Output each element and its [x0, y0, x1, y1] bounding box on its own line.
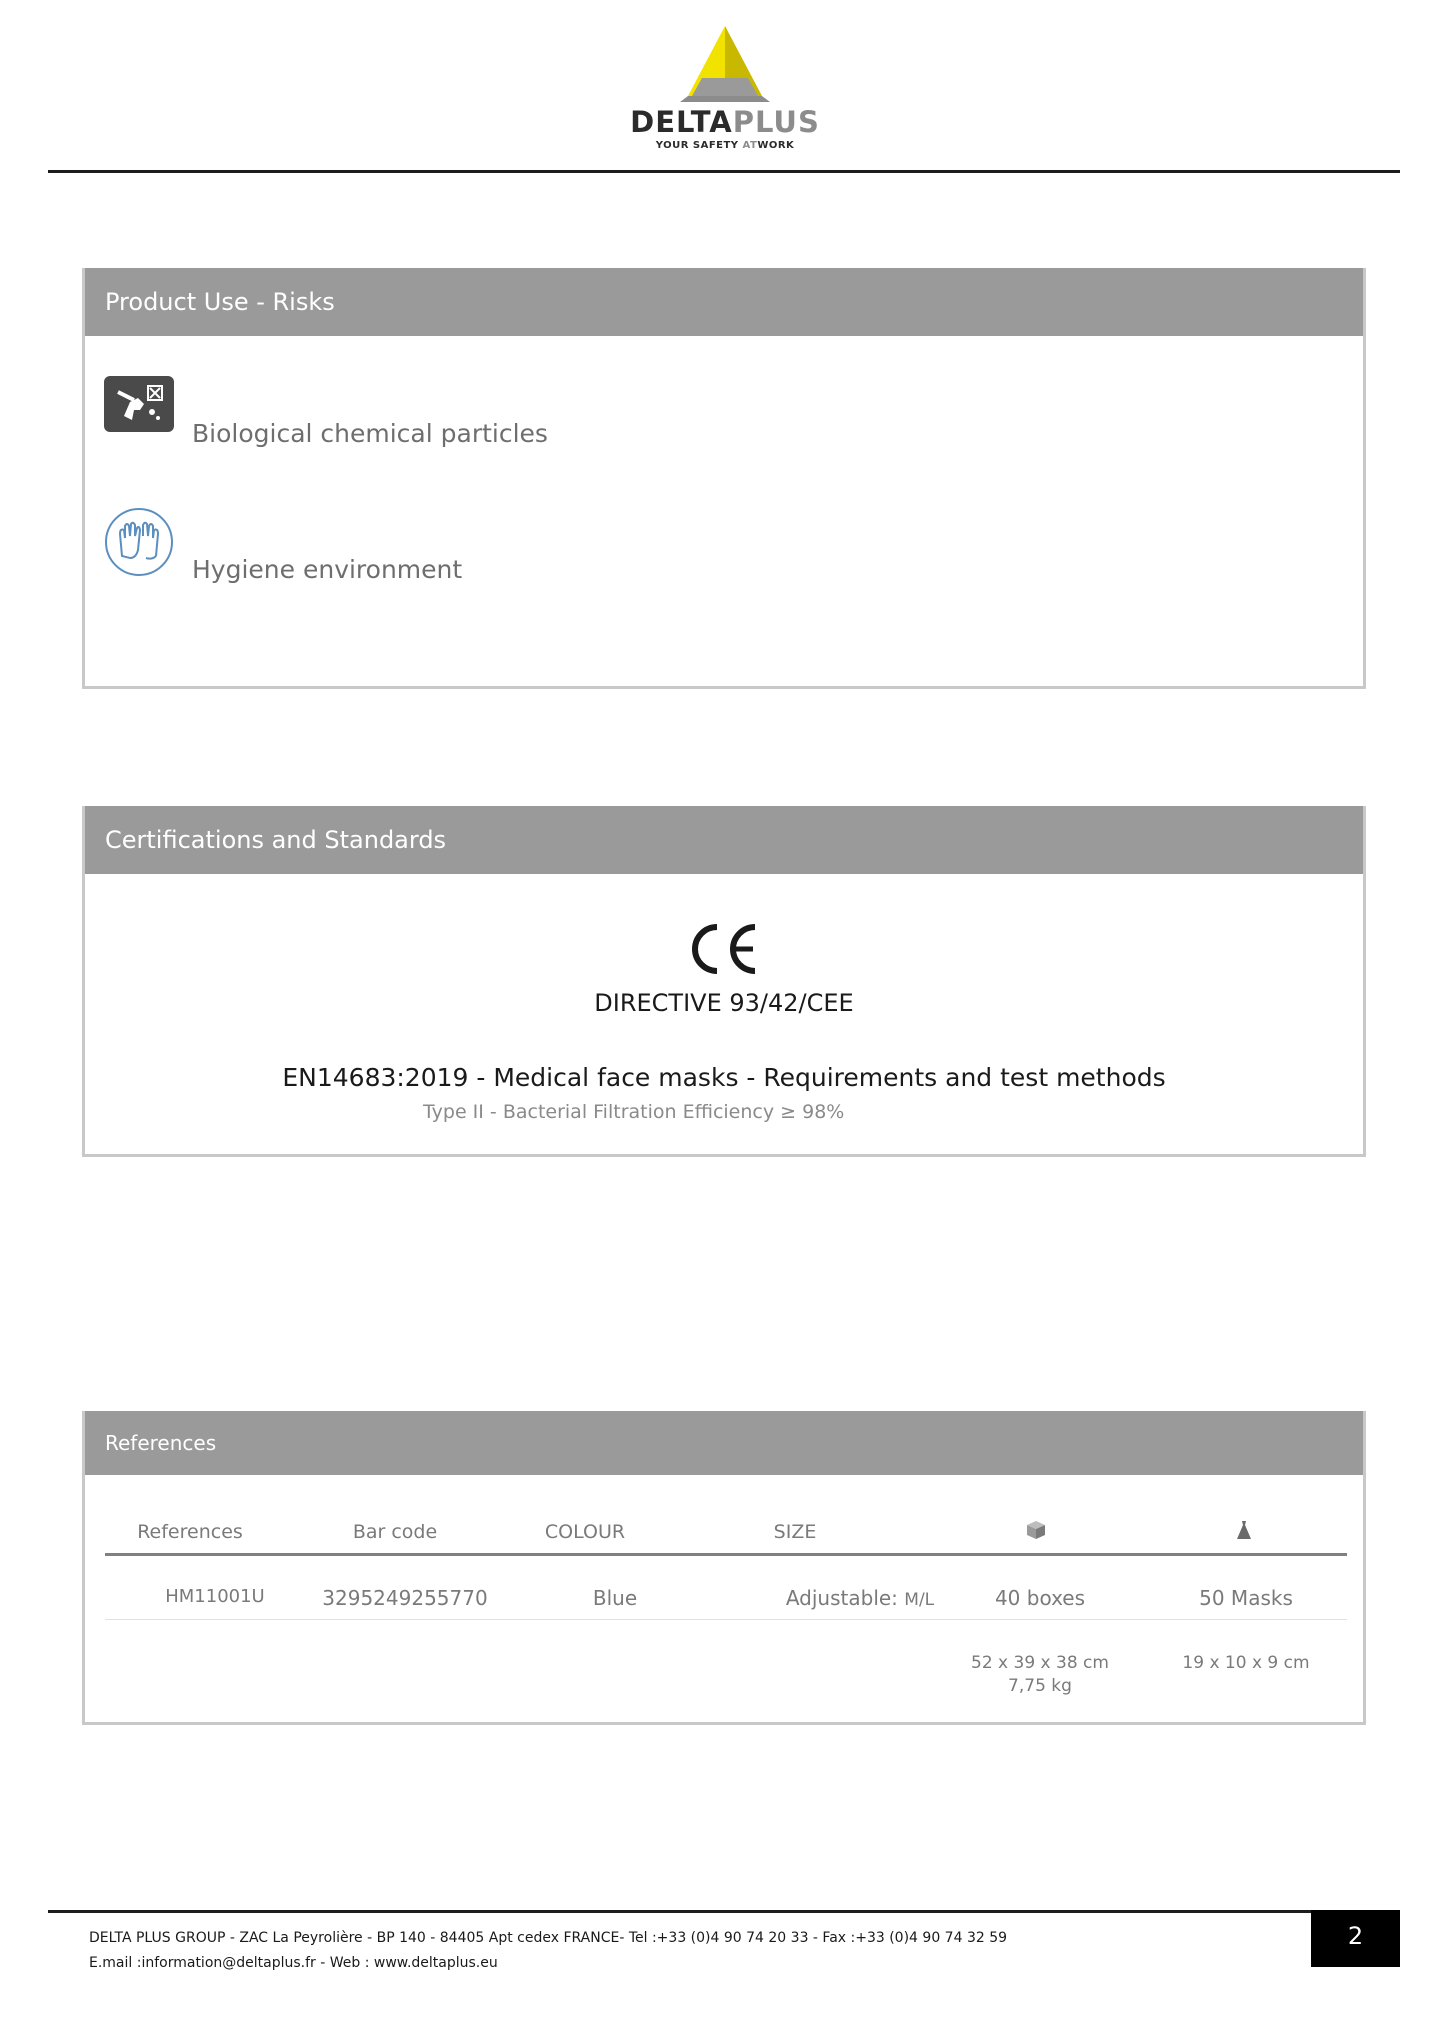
- reference-value: HM11001U: [165, 1586, 265, 1607]
- deltaplus-logo: [600, 22, 850, 151]
- carton-dimensions: [950, 1652, 1130, 1698]
- column-header-barcode: Bar code: [352, 1521, 438, 1543]
- ce-mark-icon: [685, 921, 761, 977]
- box-dimensions: 19 x 10 x 9 cm: [1182, 1653, 1310, 1673]
- page-number: 2: [1311, 1910, 1400, 1967]
- certifications-title: Certifications and Standards: [85, 806, 1363, 874]
- carton-size: 52 x 39 x 38 cm: [971, 1653, 1109, 1673]
- hygiene-hands-icon: [104, 506, 174, 562]
- references-title: References: [85, 1411, 1363, 1475]
- risks-panel: [82, 268, 1366, 689]
- logo-wordmark: DELTAPLUS: [630, 105, 820, 139]
- footer-contact: E.mail :information@deltaplus.fr - Web : www.deltaplus.eu: [89, 1955, 498, 1971]
- risk-label-hygiene: Hygiene environment: [192, 555, 463, 584]
- biohazard-hand-icon: [104, 376, 174, 432]
- box-quantity: 50 Masks: [1199, 1586, 1293, 1610]
- certifications-panel: [82, 806, 1366, 1157]
- size-value: Adjustable: M/L: [785, 1586, 935, 1610]
- standard-detail: Type II - Bacterial Filtration Efficiency ≥ 98%: [423, 1101, 845, 1123]
- standard-text: EN14683:2019 - Medical face masks - Requirements and test methods: [282, 1063, 1166, 1092]
- references-panel: [82, 1411, 1366, 1725]
- header-divider: [48, 170, 1400, 173]
- column-header-size: SIZE: [773, 1521, 817, 1543]
- footer-divider: [48, 1910, 1312, 1913]
- barcode-value: 3295249255770: [322, 1586, 488, 1610]
- logo-tagline: YOUR SAFETY ATWORK: [655, 140, 795, 151]
- bag-icon: [1229, 1519, 1259, 1546]
- logo-triangle-icon: [600, 22, 850, 102]
- colour-value: Blue: [592, 1586, 638, 1610]
- column-header-colour: COLOUR: [544, 1521, 626, 1543]
- footer-address: DELTA PLUS GROUP - ZAC La Peyrolière - BP 140 - 84405 Apt cedex FRANCE- Tel :+33 (0)4 90 74 20 33 - Fax :+33 (0)4 90 74 32 59: [89, 1930, 1008, 1946]
- box-icon: [1021, 1519, 1051, 1546]
- directive-text: DIRECTIVE 93/42/CEE: [594, 989, 854, 1017]
- risks-title: Product Use - Risks: [85, 268, 1363, 336]
- table-row-divider: [105, 1619, 1347, 1620]
- carton-weight: 7,75 kg: [1008, 1676, 1072, 1696]
- carton-quantity: 40 boxes: [994, 1586, 1086, 1610]
- column-header-references: References: [137, 1521, 243, 1543]
- references-table: [85, 1475, 1363, 1725]
- risk-label-biological: Biological chemical particles: [192, 419, 548, 448]
- table-header-divider: [105, 1553, 1347, 1556]
